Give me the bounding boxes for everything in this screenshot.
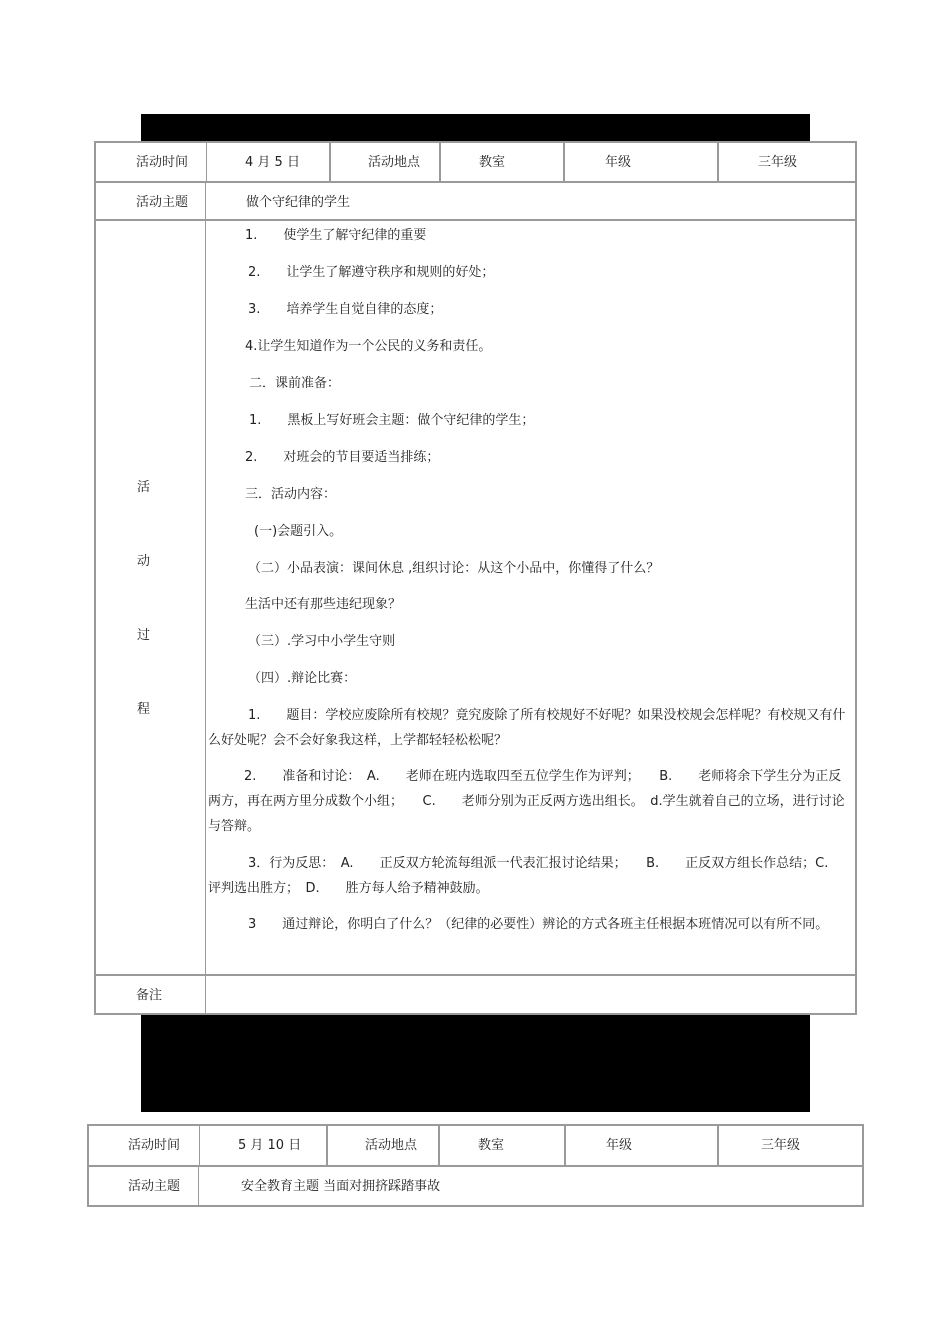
theme-value: 做个守纪律的学生 (246, 195, 351, 210)
process-item: 3. 培养学生自觉自律的态度； (248, 302, 443, 317)
place-value: 教室 (478, 1138, 505, 1153)
process-item: (一)会题引入。 (254, 524, 343, 539)
activity-table-2 (87, 1124, 864, 1207)
process-item: 1. 黑板上写好班会主题：做个守纪律的学生； (249, 413, 535, 428)
grade-label-cell (564, 143, 718, 183)
process-item: 3．行为反思： A. 正反双方轮流每组派一代表汇报讨论结果； B. 正反双方组长作总结；C. 评判选出胜方； D. 胜方每人给予精神鼓励。 (208, 856, 855, 896)
process-item: 生活中还有那些违纪现象？ (245, 597, 402, 612)
info-row (89, 1126, 862, 1167)
process-item: 2. 准备和讨论： A. 老师在班内选取四至五位学生作为评判； B. 老师将余下学生分为正反两方，再在两方里分成数个小组； C. 老师分别为正反两方选出组长。 d.学生就着自己的立场，进行讨论与答辩。 (208, 769, 845, 834)
process-item: （四）.辩论比赛： (248, 671, 357, 686)
info-row (96, 143, 855, 183)
process-label-char: 过 (136, 628, 150, 643)
grade-label: 年级 (605, 155, 632, 170)
process-label-char: 动 (136, 554, 150, 569)
grade-label-cell (565, 1126, 718, 1167)
time-label-cell (96, 143, 206, 183)
remark-label-cell (96, 976, 206, 1015)
theme-label: 活动主题 (128, 1179, 181, 1194)
theme-row (89, 1165, 862, 1205)
grade-label: 年级 (606, 1138, 633, 1153)
grade-value-cell (718, 143, 855, 183)
place-label-cell (330, 143, 440, 183)
place-label-cell (327, 1126, 439, 1167)
process-item: 二．课前准备： (249, 376, 341, 391)
grade-value-cell (718, 1126, 862, 1167)
time-label-cell (89, 1126, 199, 1167)
process-item: 2. 对班会的节目要适当排练； (245, 450, 440, 465)
remark-row (96, 974, 855, 1015)
process-item: 三．活动内容： (245, 487, 337, 502)
place-label: 活动地点 (365, 1138, 418, 1153)
process-item: 2. 让学生了解遵守秩序和规则的好处； (248, 265, 495, 280)
theme-label: 活动主题 (136, 195, 189, 210)
time-label: 活动时间 (128, 1138, 181, 1153)
theme-label-cell (96, 183, 206, 221)
redaction-bar-top (141, 114, 810, 141)
process-item: 1. 使学生了解守纪律的重要 (245, 228, 427, 243)
place-value-cell (440, 143, 564, 183)
theme-row (96, 181, 855, 221)
time-value-cell (206, 143, 330, 183)
process-item: （三）.学习中小学生守则 (248, 634, 396, 649)
remark-label: 备注 (136, 988, 163, 1003)
process-label-cell (96, 221, 206, 976)
grade-value: 三年级 (761, 1138, 801, 1153)
process-item: （二）小品表演：课间休息 ,组织讨论：从这个小品中，你懂得了什么？ (248, 561, 660, 576)
process-label-char: 活 (136, 480, 150, 495)
process-item: 4.让学生知道作为一个公民的义务和责任。 (245, 339, 492, 354)
process-label-char: 程 (136, 702, 150, 717)
theme-value: 安全教育主题 当面对拥挤踩踏事故 (241, 1179, 441, 1194)
time-value: 4 月 5 日 (245, 155, 300, 170)
time-value-cell (199, 1126, 327, 1167)
process-item: 3 通过辩论，你明白了什么？（纪律的必要性）辨论的方式各班主任根据本班情况可以有所不同。 (248, 917, 829, 932)
time-value: 5 月 10 日 (238, 1138, 302, 1153)
theme-label-cell (89, 1167, 199, 1205)
time-label: 活动时间 (136, 155, 189, 170)
place-value: 教室 (479, 155, 506, 170)
place-label: 活动地点 (368, 155, 421, 170)
grade-value: 三年级 (758, 155, 798, 170)
redaction-bar-middle (141, 1015, 810, 1112)
process-item: 1. 题目：学校应废除所有校规？竟究废除了所有校规好不好呢？如果没校规会怎样呢？有校规又有什么好处呢？会不会好象我这样，上学都轻轻松松呢？ (208, 708, 846, 748)
place-value-cell (439, 1126, 565, 1167)
